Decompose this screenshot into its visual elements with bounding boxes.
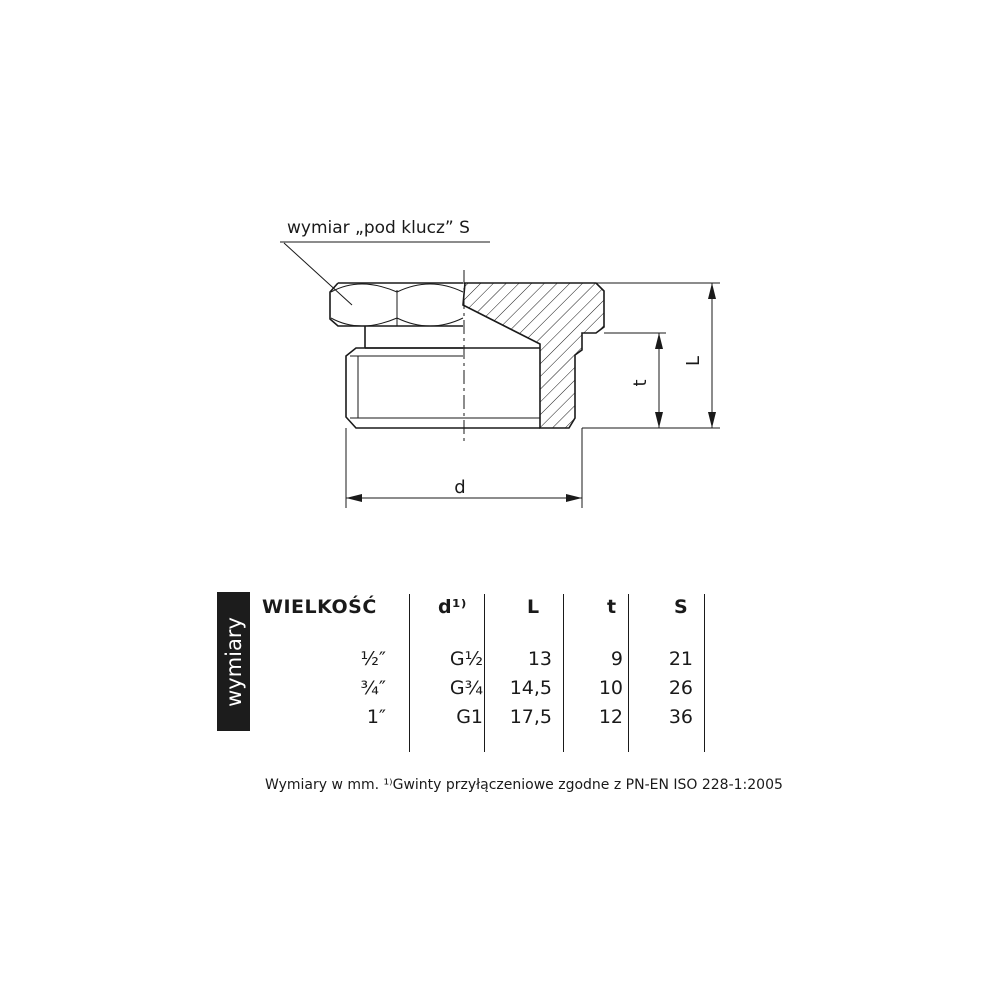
header-L: L (527, 596, 540, 618)
dimension-d-label: d (454, 477, 466, 498)
side-tab (217, 592, 250, 731)
cell-d: G1 (456, 706, 483, 728)
hex-head (330, 283, 463, 326)
side-tab-label: wymiary (221, 616, 246, 707)
threaded-body (346, 348, 463, 428)
dimension-L (596, 283, 720, 428)
dimension-t (582, 333, 720, 428)
dimension-L-label: L (683, 355, 704, 367)
header-S: S (674, 596, 689, 618)
cell-size: ¾″ (360, 677, 386, 699)
cell-t: 12 (598, 706, 623, 728)
cell-L: 13 (527, 648, 552, 670)
column-divider (563, 594, 564, 752)
header-size: WIELKOŚĆ (262, 596, 377, 618)
header-t: t (607, 596, 617, 618)
dimension-t-label: t (630, 379, 651, 387)
cell-S: 21 (668, 648, 693, 670)
header-d: d¹⁾ (438, 596, 467, 618)
column-divider (628, 594, 629, 752)
column-divider (409, 594, 410, 752)
footnote: Wymiary w mm. ¹⁾Gwinty przyłączeniowe zgodne z PN-EN ISO 228-1:2005 (265, 777, 783, 793)
cell-t: 10 (598, 677, 623, 699)
hatched-section (463, 283, 604, 428)
cell-S: 36 (668, 706, 693, 728)
cell-L: 17,5 (509, 706, 552, 728)
cell-size: ½″ (360, 648, 386, 670)
cell-d: G¾ (449, 677, 483, 699)
callout-label: wymiar „pod klucz” S (287, 218, 470, 238)
cell-t: 9 (610, 648, 623, 670)
column-divider (704, 594, 705, 752)
cell-size: 1″ (366, 706, 386, 728)
inner-bore (463, 348, 540, 428)
cell-L: 14,5 (509, 677, 552, 699)
cell-S: 26 (668, 677, 693, 699)
cell-d: G½ (449, 648, 483, 670)
neck (365, 326, 463, 348)
callout-leader (280, 242, 490, 305)
column-divider (484, 594, 485, 752)
